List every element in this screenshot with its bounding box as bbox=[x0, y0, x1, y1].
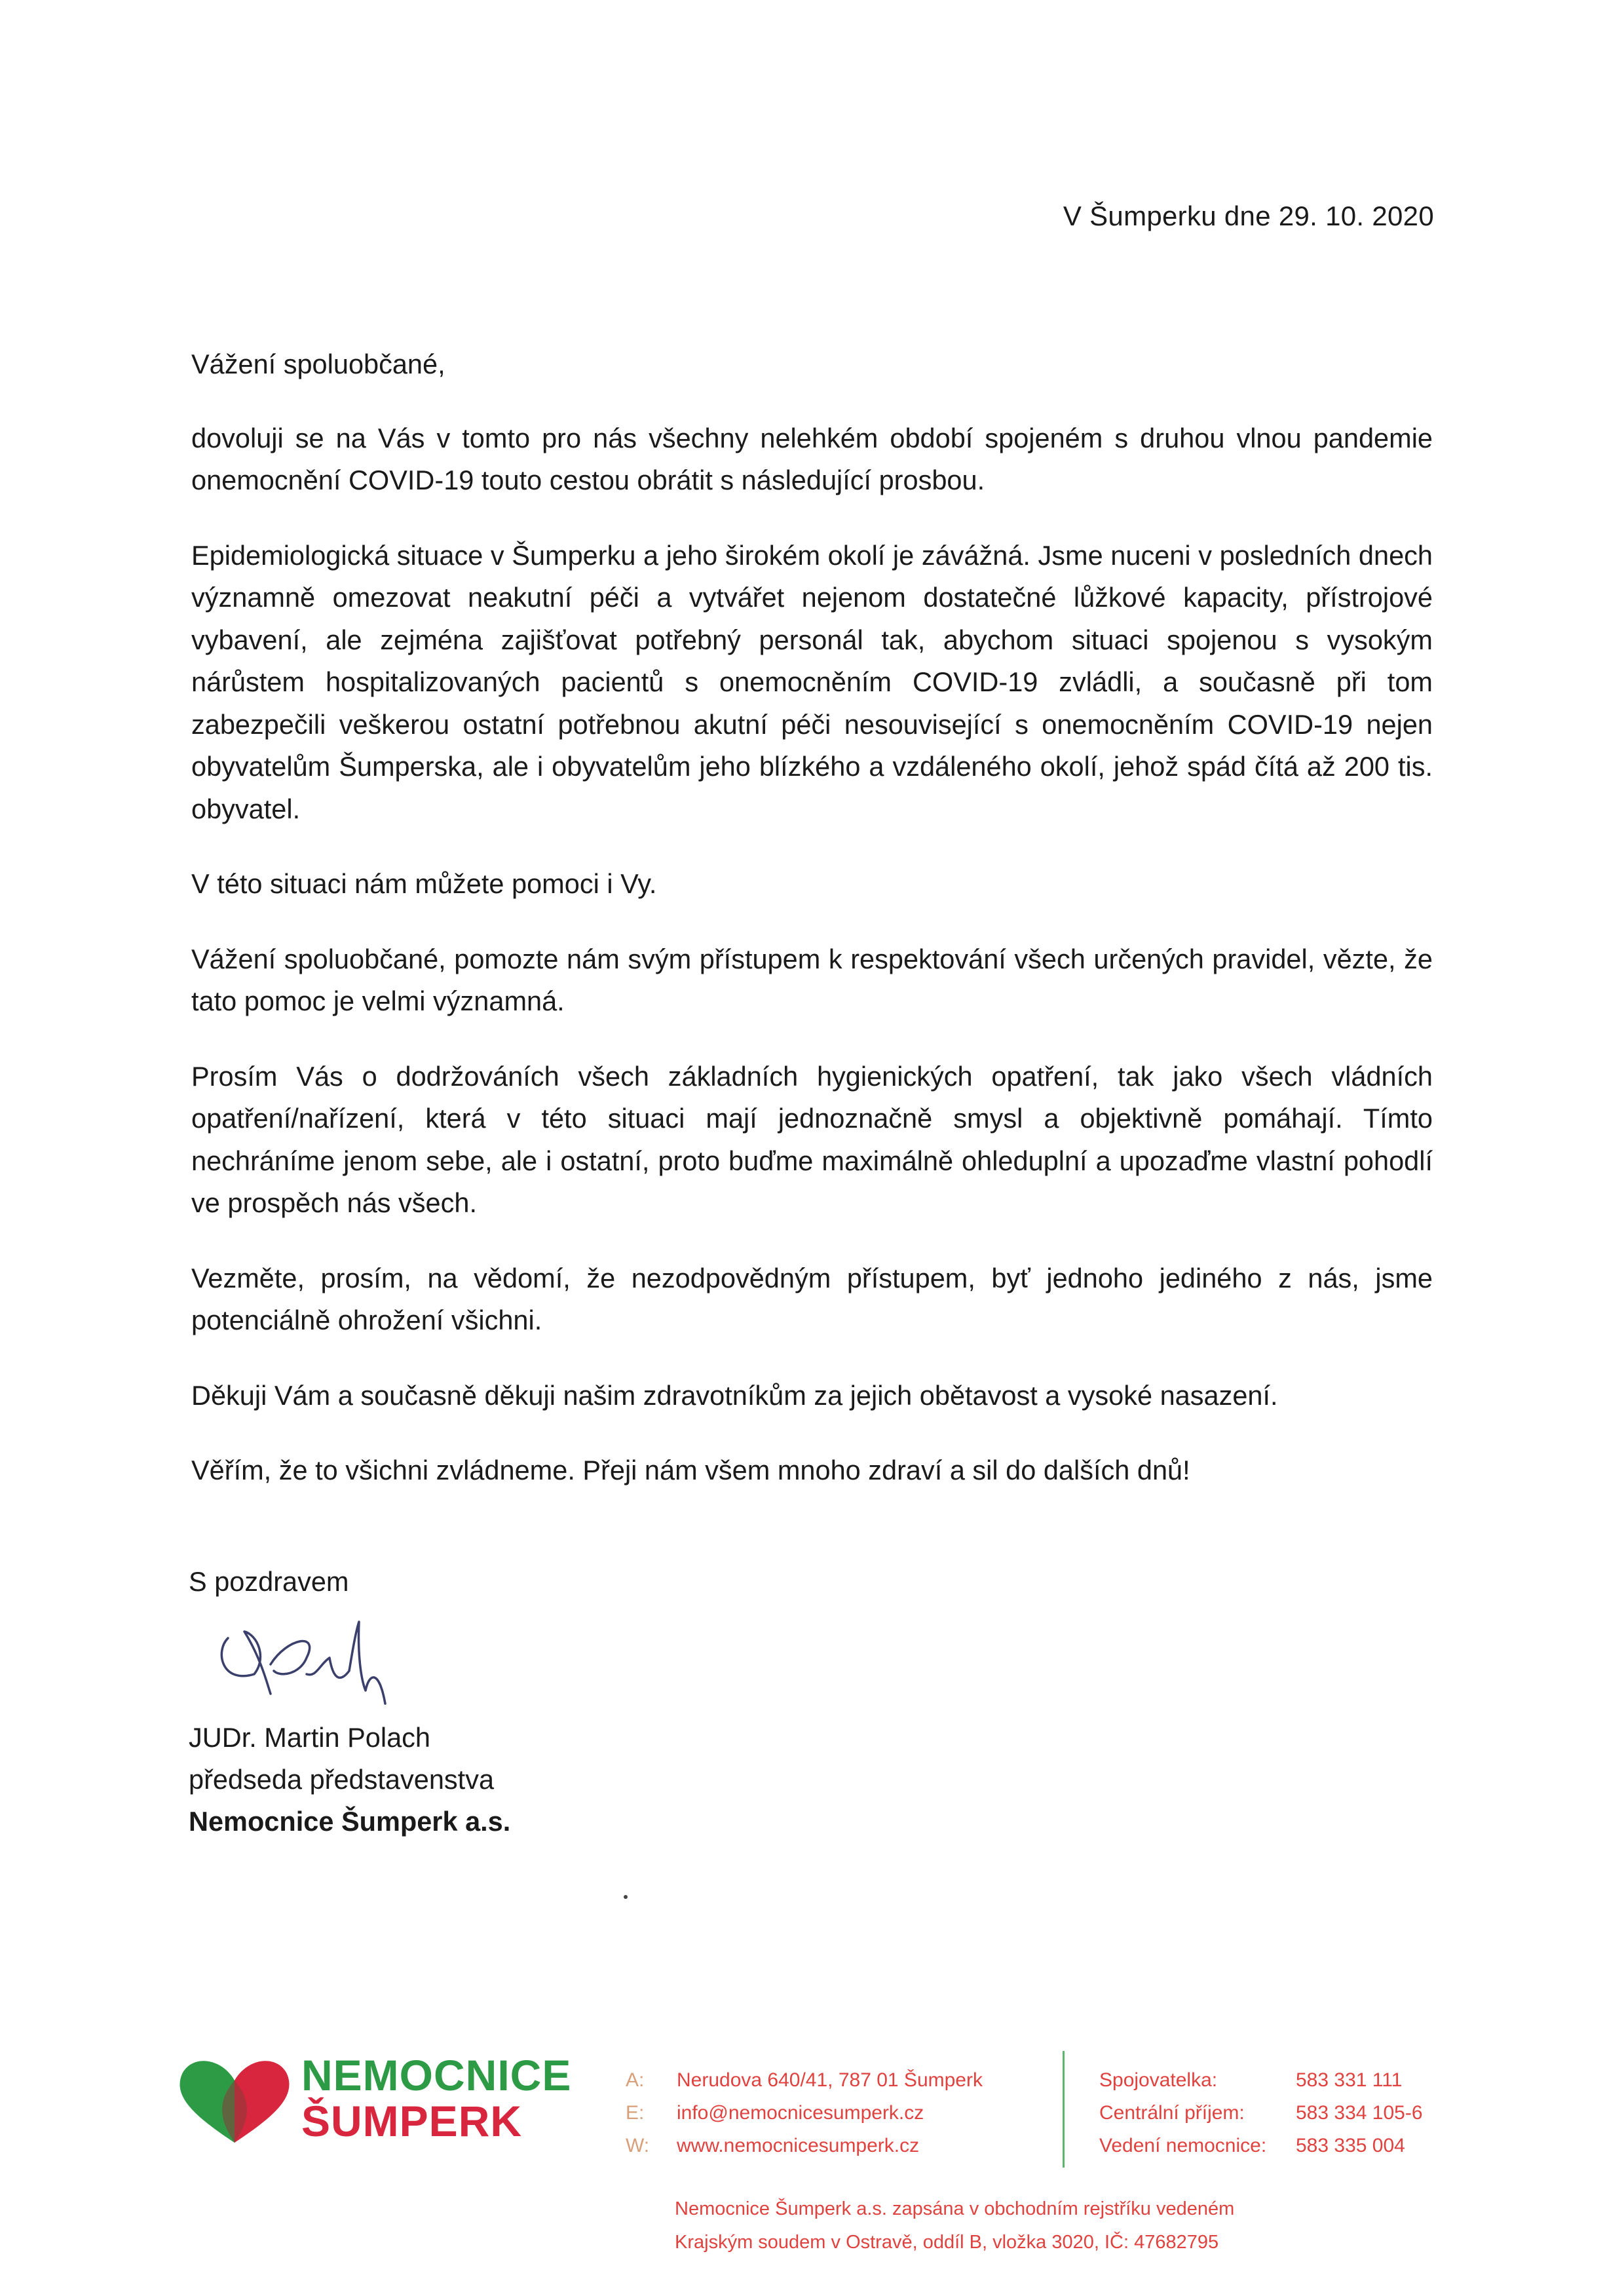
signature-block bbox=[189, 1717, 510, 1843]
salutation: Vážení spoluobčané, bbox=[191, 349, 445, 379]
email-link[interactable]: info@nemocnicesumperk.cz bbox=[677, 2102, 924, 2124]
phone-row bbox=[1099, 2130, 1423, 2162]
web-row bbox=[626, 2130, 983, 2162]
paragraph-thanks: Děkuji Vám a současně děkuji našim zdravotníkům za jejich obětavost a vysoké nasazení. bbox=[191, 1379, 1278, 1411]
handwritten-signature bbox=[208, 1612, 405, 1717]
web-link[interactable]: www.nemocnicesumperk.cz bbox=[677, 2135, 920, 2156]
phone-number: 583 335 004 bbox=[1296, 2135, 1405, 2156]
registry-note bbox=[675, 2192, 1234, 2259]
paragraph-wishes: Věřím, že to všichni zvládneme. Přeji nám všem mnoho zdraví a sil do dalších dnů! bbox=[191, 1455, 1190, 1485]
paragraph-intro: dovoluji se na Vás v tomto pro nás všechny nelehkém období spojeném s druhou vlnou pandemie onemocnění COVID-19 touto cestou obrátit s následující prosbou. bbox=[191, 422, 1433, 495]
stray-dot bbox=[624, 1895, 628, 1899]
hospital-logo-text bbox=[301, 2052, 571, 2144]
logo-line-1: NEMOCNICE bbox=[301, 2051, 572, 2099]
signer-organization: Nemocnice Šumperk a.s. bbox=[189, 1806, 511, 1837]
registry-line-1: Nemocnice Šumperk a.s. zapsána v obchodním rejstříku vedeném bbox=[675, 2198, 1235, 2219]
email-key: E: bbox=[626, 2102, 645, 2124]
phone-row bbox=[1099, 2097, 1423, 2130]
phone-label: Centrální příjem: bbox=[1099, 2102, 1245, 2124]
footer-contacts bbox=[626, 2064, 983, 2162]
paragraph-situation: Epidemiologická situace v Šumperku a jeho širokém okolí je závážná. Jsme nuceni v posledních dnech významně omezovat neakutní péči a vytvářet nejenom dostatečné lůžkové kapacity, přístrojové vybavení, ale zejména zajišťovat potřebný personál tak, abychom situaci spojenou s vysokým nárůstem hospitalizovaných pacientů s onemocněním COVID-19 zvládli, a současně při tom zabezpečili veškerou ostatní potřebnou akutní péči nesouvisející s onemocněním COVID-19 nejen obyvatelům Šumperska, ale i obyvatelům jeho blízkého a vzdáleného okolí, jehož spád čítá až 200 tis. obyvatel. bbox=[191, 539, 1433, 824]
letter-date: V Šumperku dne 29. 10. 2020 bbox=[1063, 201, 1434, 231]
address: Nerudova 640/41, 787 01 Šumperk bbox=[677, 2069, 983, 2091]
footer-divider bbox=[1063, 2051, 1065, 2168]
email-row bbox=[626, 2097, 983, 2130]
hospital-logo-heart-icon bbox=[169, 2051, 300, 2149]
phone-label: Spojovatelka: bbox=[1099, 2069, 1218, 2091]
paragraph-responsibility: Vezměte, prosím, na vědomí, že nezodpovědným přístupem, byť jednoho jediného z nás, jsme potenciálně ohrožení všichni. bbox=[191, 1262, 1433, 1335]
phone-label: Vedení nemocnice: bbox=[1099, 2135, 1267, 2156]
phone-row bbox=[1099, 2064, 1423, 2097]
paragraph-appeal: Vážení spoluobčané, pomozte nám svým přístupem k respektování všech určených pravidel, vězte, že tato pomoc je velmi významná. bbox=[191, 943, 1433, 1016]
phone-number: 583 334 105-6 bbox=[1296, 2102, 1423, 2124]
paragraph-hygiene: Prosím Vás o dodržováních všech základních hygienických opatření, tak jako všech vládních opatření/nařízení, která v této situaci mají jednoznačně smysl a objektivně pomáhají. Tímto nechráníme jenom sebe, ale i ostatní, proto buďme maximálně ohleduplní a upozaďme vlastní pohodlí ve prospěch nás všech. bbox=[191, 1060, 1433, 1218]
web-key: W: bbox=[626, 2135, 650, 2156]
registry-line-2: Krajským soudem v Ostravě, oddíl B, vložka 3020, IČ: 47682795 bbox=[675, 2232, 1219, 2253]
paragraph-help: V této situaci nám můžete pomoci i Vy. bbox=[191, 868, 657, 899]
closing: S pozdravem bbox=[189, 1566, 349, 1597]
address-key: A: bbox=[626, 2069, 645, 2091]
letter-body bbox=[191, 343, 1433, 1525]
signer-title: předseda představenstva bbox=[189, 1764, 495, 1795]
footer-phones bbox=[1099, 2064, 1423, 2162]
address-row bbox=[626, 2064, 983, 2097]
signer-name: JUDr. Martin Polach bbox=[189, 1722, 431, 1753]
phone-number: 583 331 111 bbox=[1296, 2069, 1403, 2091]
logo-line-2: ŠUMPERK bbox=[301, 2097, 523, 2145]
